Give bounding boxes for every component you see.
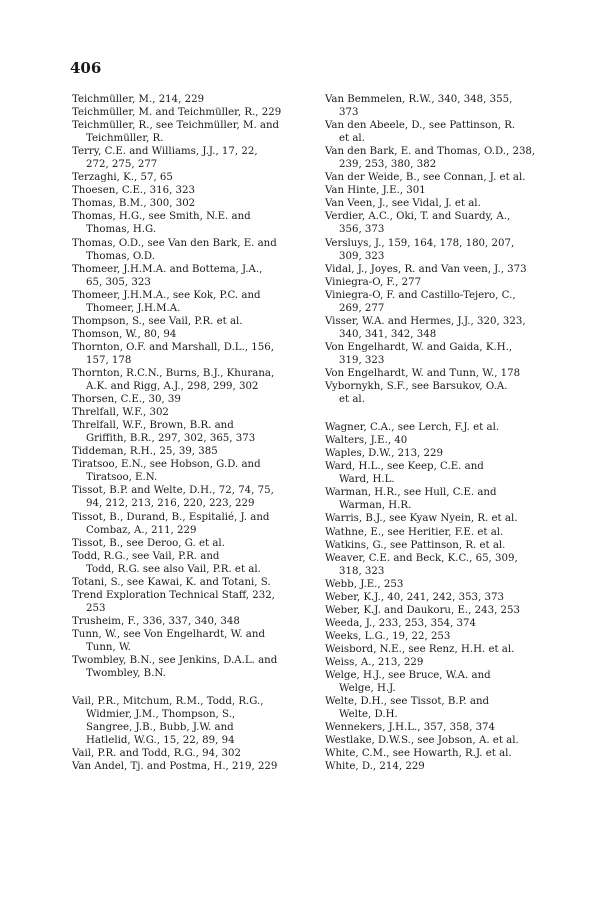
index-entry-line: Van Veen, J., see Vidal, J. et al. bbox=[325, 198, 481, 210]
index-entry bbox=[72, 458, 312, 484]
index-entry-line: Versluys, J., 159, 164, 178, 180, 207, bbox=[325, 237, 515, 249]
index-entry bbox=[325, 447, 550, 460]
index-entry bbox=[72, 747, 312, 760]
index-entry-line: Ward, H.L., see Keep, C.E. and bbox=[325, 461, 484, 473]
index-entry bbox=[325, 526, 550, 539]
index-entry-line: Tissot, B.P. and Welte, D.H., 72, 74, 75, bbox=[72, 485, 274, 497]
index-entry-line: Thoesen, C.E., 316, 323 bbox=[72, 185, 196, 197]
index-entry bbox=[72, 315, 312, 328]
index-entry-line: Ward, H.L. bbox=[339, 474, 395, 486]
index-entry-line: Threlfall, W.F., Brown, B.R. and bbox=[72, 420, 234, 432]
index-entry bbox=[72, 184, 312, 197]
index-entry bbox=[72, 511, 312, 537]
index-entry bbox=[72, 760, 312, 773]
index-entry-line: Waples, D.W., 213, 229 bbox=[325, 448, 443, 460]
index-entry-line: Vidal, J., Joyes, R. and Van veen, J., 373 bbox=[325, 263, 527, 275]
index-entry-line: Widmier, J.M., Thompson, S., bbox=[86, 709, 236, 721]
index-entry-line: Weisbord, N.E., see Renz, H.H. et al. bbox=[325, 643, 515, 655]
index-entry-line: Viniegra-O, F. and Castillo-Tejero, C., bbox=[325, 289, 516, 301]
index-entry-line: Twombley, B.N. bbox=[86, 668, 166, 680]
index-entry bbox=[72, 445, 312, 458]
index-entry-line: Watkins, G., see Pattinson, R. et al. bbox=[325, 539, 506, 551]
index-entry bbox=[325, 656, 550, 669]
index-entry bbox=[325, 747, 550, 760]
index-entry-line: Trend Exploration Technical Staff, 232, bbox=[72, 589, 275, 601]
index-entry-line: Verdier, A.C., Oki, T. and Suardy, A., bbox=[325, 211, 511, 223]
index-entry-line: Tiratsoo, E.N. bbox=[86, 472, 158, 484]
index-entry bbox=[325, 276, 550, 289]
index-entry bbox=[325, 578, 550, 591]
index-entry bbox=[325, 119, 550, 145]
index-entry bbox=[325, 604, 550, 617]
index-entry bbox=[325, 512, 550, 525]
index-entry bbox=[72, 484, 312, 510]
index-entry bbox=[325, 184, 550, 197]
index-entry-line: Thomas, H.G., see Smith, N.E. and bbox=[72, 211, 251, 223]
index-entry-line: 356, 373 bbox=[339, 224, 385, 236]
index-entry-line: 269, 277 bbox=[339, 302, 385, 314]
index-entry-line: Wennekers, J.H.L., 357, 358, 374 bbox=[325, 722, 496, 734]
index-entry-line: Thomas, O.D. bbox=[86, 250, 155, 262]
index-entry-line: Van Andel, Tj. and Postma, H., 219, 229 bbox=[72, 761, 278, 773]
index-entry-line: Trusheim, F., 336, 337, 340, 348 bbox=[72, 615, 240, 627]
index-entry-line: Van Hinte, J.E., 301 bbox=[325, 185, 426, 197]
index-entry-line: Van Bemmelen, R.W., 340, 348, 355, bbox=[325, 94, 513, 105]
index-entry-line: Todd, R.G., see Vail, P.R. and bbox=[72, 550, 220, 562]
index-entry bbox=[325, 145, 550, 171]
index-entry-line: Terry, C.E. and Williams, J.J., 17, 22, bbox=[72, 146, 258, 158]
index-entry-line: Westlake, D.W.S., see Jobson, A. et al. bbox=[325, 735, 519, 747]
index-entry bbox=[72, 537, 312, 550]
index-entry-line: Tunn, W. bbox=[86, 641, 131, 653]
index-entry bbox=[325, 289, 550, 315]
index-entry bbox=[72, 171, 312, 184]
index-entry-line: Weiss, A., 213, 229 bbox=[325, 656, 424, 668]
index-entry bbox=[325, 367, 550, 380]
index-entry-line: Warman, H.R., see Hull, C.E. and bbox=[325, 487, 497, 499]
index-entry-line: Thomeer, J.H.M.A. bbox=[86, 302, 181, 314]
index-entry-line: Weaver, C.E. and Beck, K.C., 65, 309, bbox=[325, 552, 518, 564]
index-entry-line: 272, 275, 277 bbox=[86, 159, 158, 171]
index-entry-line: Welge, H.J. bbox=[339, 683, 396, 695]
index-entry bbox=[325, 380, 550, 406]
index-entry-line: 94, 212, 213, 216, 220, 223, 229 bbox=[86, 498, 255, 510]
index-entry-line: Threlfall, W.F., 302 bbox=[72, 407, 169, 419]
index-entry-line: Van den Bark, E. and Thomas, O.D., 238, bbox=[325, 146, 536, 158]
index-entry-line: Wathne, E., see Heritier, F.E. et al. bbox=[325, 526, 504, 538]
index-entry bbox=[325, 539, 550, 552]
index-entry bbox=[325, 552, 550, 578]
index-entry-line: A.K. and Rigg, A.J., 298, 299, 302 bbox=[86, 381, 259, 393]
index-entry bbox=[325, 434, 550, 447]
index-entry-line: Thomeer, J.H.M.A., see Kok, P.C. and bbox=[72, 289, 261, 301]
index-entry-line: 373 bbox=[339, 107, 359, 119]
index-entry-line: Webb, J.E., 253 bbox=[325, 578, 404, 590]
index-entry-line: Terzaghi, K., 57, 65 bbox=[72, 172, 173, 184]
index-entry bbox=[72, 576, 312, 589]
index-entry-line: Von Engelhardt, W. and Gaida, K.H., bbox=[325, 341, 513, 353]
index-entry bbox=[72, 237, 312, 263]
index-entry bbox=[325, 341, 550, 367]
index-entry-line: White, D., 214, 229 bbox=[325, 761, 425, 773]
index-entry bbox=[325, 460, 550, 486]
index-entry bbox=[72, 210, 312, 236]
index-entry-line: Tissot, B., see Deroo, G. et al. bbox=[72, 537, 225, 549]
index-entry-line: Viniegra-O, F., 277 bbox=[325, 276, 422, 288]
index-entry bbox=[72, 695, 312, 747]
index-entry bbox=[72, 550, 312, 576]
index-entry-line: Teichmüller, R. bbox=[86, 133, 164, 145]
index-entry bbox=[72, 263, 312, 289]
index-entry-line: Thomas, B.M., 300, 302 bbox=[72, 198, 196, 210]
index-entry-line: 340, 341, 342, 348 bbox=[339, 328, 437, 340]
index-entry-line: Welte, D.H. bbox=[339, 709, 398, 721]
index-entry-line: Thomeer, J.H.M.A. and Bottema, J.A., bbox=[72, 263, 263, 275]
index-entry-line: Thomson, W., 80, 94 bbox=[72, 328, 177, 340]
index-entry-line: Teichmüller, M., 214, 229 bbox=[72, 94, 205, 105]
index-entry-line: Vail, P.R. and Todd, R.G., 94, 302 bbox=[72, 748, 241, 760]
index-entry-line: Warman, H.R. bbox=[339, 500, 412, 512]
index-entry bbox=[325, 263, 550, 276]
index-entry-line: Thornton, R.C.N., Burns, B.J., Khurana, bbox=[72, 367, 275, 379]
index-entry bbox=[325, 721, 550, 734]
index-entry-line: 309, 323 bbox=[339, 250, 385, 262]
index-entry-line: Weber, K.J. and Daukoru, E., 243, 253 bbox=[325, 604, 520, 616]
index-entry bbox=[325, 486, 550, 512]
index-entry-line: Thomas, H.G. bbox=[86, 224, 157, 236]
index-entry bbox=[325, 171, 550, 184]
index-entry-line: Visser, W.A. and Hermes, J.J., 320, 323, bbox=[325, 315, 526, 327]
index-column-left bbox=[72, 93, 312, 773]
index-entry bbox=[72, 419, 312, 445]
index-entry bbox=[72, 93, 312, 106]
index-entry bbox=[72, 628, 312, 654]
index-entry-line: Weeda, J., 233, 253, 354, 374 bbox=[325, 617, 476, 629]
index-entry bbox=[72, 406, 312, 419]
index-entry-line: Teichmüller, R., see Teichmüller, M. and bbox=[72, 120, 280, 132]
index-entry bbox=[72, 654, 312, 680]
index-entry bbox=[72, 328, 312, 341]
index-entry-line: Welge, H.J., see Bruce, W.A. and bbox=[325, 670, 491, 682]
index-entry bbox=[325, 93, 550, 119]
index-entry-line: Griffith, B.R., 297, 302, 365, 373 bbox=[86, 433, 256, 445]
index-entry-line: Teichmüller, M. and Teichmüller, R., 229 bbox=[72, 107, 282, 119]
index-entry-line: Twombley, B.N., see Jenkins, D.A.L. and bbox=[72, 655, 278, 667]
index-column-right bbox=[325, 93, 550, 773]
index-entry bbox=[325, 760, 550, 773]
index-entry bbox=[325, 617, 550, 630]
index-entry-line: Warris, B.J., see Kyaw Nyein, R. et al. bbox=[325, 513, 518, 525]
index-entry-line: Van der Weide, B., see Connan, J. et al. bbox=[325, 172, 526, 184]
index-entry bbox=[325, 669, 550, 695]
index-entry bbox=[72, 119, 312, 145]
index-entry-line: et al. bbox=[339, 394, 365, 406]
index-entry bbox=[72, 197, 312, 210]
index-entry bbox=[325, 695, 550, 721]
index-entry bbox=[325, 643, 550, 656]
index-entry-line: White, C.M., see Howarth, R.J. et al. bbox=[325, 748, 512, 760]
index-entry bbox=[325, 630, 550, 643]
index-entry-line: Todd, R.G. see also Vail, P.R. et al. bbox=[86, 563, 261, 575]
index-entry-line: 65, 305, 323 bbox=[86, 276, 151, 288]
index-entry bbox=[72, 106, 312, 119]
index-entry-line: Tiddeman, R.H., 25, 39, 385 bbox=[72, 446, 218, 458]
index-entry-line: Wagner, C.A., see Lerch, F.J. et al. bbox=[325, 422, 500, 434]
index-entry bbox=[325, 421, 550, 434]
index-entry-line: Sangree, J.B., Bubb, J.W. and bbox=[86, 722, 234, 734]
index-entry-line: Weeks, L.G., 19, 22, 253 bbox=[325, 630, 451, 642]
index-entry bbox=[72, 615, 312, 628]
index-entry-line: Thomas, O.D., see Van den Bark, E. and bbox=[72, 237, 277, 249]
index-entry-line: Hatlelid, W.G., 15, 22, 89, 94 bbox=[86, 735, 235, 747]
index-entry-line: Welte, D.H., see Tissot, B.P. and bbox=[325, 696, 490, 708]
index-entry bbox=[72, 289, 312, 315]
index-entry-line: 253 bbox=[86, 602, 106, 614]
index-entry bbox=[325, 210, 550, 236]
index-entry-line: Tissot, B., Durand, B., Espitalié, J. and bbox=[72, 511, 270, 523]
index-entry-line: 239, 253, 380, 382 bbox=[339, 159, 437, 171]
index-entry-line: Totani, S., see Kawai, K. and Totani, S. bbox=[72, 576, 271, 588]
index-entry-line: Thorsen, C.E., 30, 39 bbox=[72, 394, 181, 406]
index-entry bbox=[72, 367, 312, 393]
index-entry-line: Walters, J.E., 40 bbox=[325, 435, 408, 447]
index-entry bbox=[72, 341, 312, 367]
index-entry bbox=[325, 237, 550, 263]
page-number: 406 bbox=[70, 59, 102, 77]
index-entry bbox=[325, 591, 550, 604]
index-entry-line: Thompson, S., see Vail, P.R. et al. bbox=[72, 315, 243, 327]
index-entry-line: Thornton, O.F. and Marshall, D.L., 156, bbox=[72, 341, 274, 353]
index-entry-line: Tunn, W., see Von Engelhardt, W. and bbox=[72, 628, 265, 640]
index-entry-line: 319, 323 bbox=[339, 354, 385, 366]
index-entry bbox=[72, 393, 312, 406]
index-entry-line: Weber, K.J., 40, 241, 242, 353, 373 bbox=[325, 591, 504, 603]
index-entry-line: Vybornykh, S.F., see Barsukov, O.A. bbox=[325, 381, 508, 393]
index-entry-line: Van den Abeele, D., see Pattinson, R. bbox=[325, 120, 516, 132]
index-entry bbox=[325, 197, 550, 210]
index-entry-line: Vail, P.R., Mitchum, R.M., Todd, R.G., bbox=[72, 696, 264, 708]
index-entry-line: 157, 178 bbox=[86, 354, 132, 366]
index-entry bbox=[72, 145, 312, 171]
index-entry-line: Von Engelhardt, W. and Tunn, W., 178 bbox=[325, 367, 521, 379]
index-entry-line: et al. bbox=[339, 133, 365, 145]
index-entry bbox=[325, 734, 550, 747]
index-entry bbox=[325, 315, 550, 341]
index-entry-line: Tiratsoo, E.N., see Hobson, G.D. and bbox=[72, 459, 261, 471]
index-entry-line: Combaz, A., 211, 229 bbox=[86, 524, 197, 536]
index-entry bbox=[72, 589, 312, 615]
index-entry-line: 318, 323 bbox=[339, 565, 385, 577]
